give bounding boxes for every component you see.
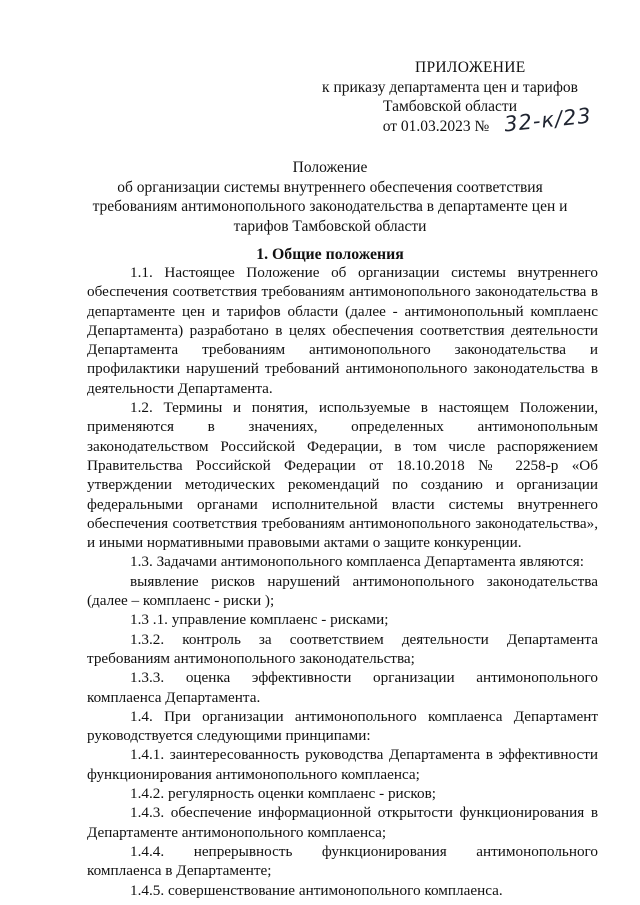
paragraph-1-2: 1.2. Термины и понятия, используемые в настоящем Положении, применяются в значениях, определенных антимонопольным законодательством Российской Федерации, в том числе распоряжением Правительства Российской Федерации от 18.10.2018 № 2258-р «Об утверждении методических рекомендаций по созданию и организации федеральными органами исполнительной власти системы внутреннего обеспечения соответствия требованиям антимонопольного законодательства», и иными нормативными правовыми актами о защите конкуренции.	[87, 399, 598, 552]
paragraph-1-4-2: 1.4.2. регулярность оценки комплаенс - рисков;	[130, 785, 436, 803]
title-line-4: тарифов Тамбовской области	[233, 217, 427, 235]
handwritten-order-number: 32-к/23	[502, 103, 593, 137]
title-line-3: требованиям антимонопольного законодательства в департаменте цен и	[92, 198, 568, 215]
paragraph-1-3: 1.3. Задачами антимонопольного комплаенса Департамента являются:	[130, 553, 584, 571]
paragraph-1-3-2: 1.3.2. контроль за соответствием деятельности Департамента требованиям антимонопольного законодательства;	[87, 630, 598, 667]
appendix-order-ref: к приказу департамента цен и тарифов	[322, 78, 578, 96]
appendix-title: ПРИЛОЖЕНИЕ	[415, 59, 526, 76]
paragraph-1-4-5: 1.4.5. совершенствование антимонопольного комплаенса.	[130, 881, 503, 899]
title-line-2: об организации системы внутреннего обеспечения соответствия	[117, 178, 543, 196]
paragraph-1-3-1: 1.3 .1. управление комплаенс - рисками;	[130, 611, 389, 629]
paragraph-1-4: 1.4. При организации антимонопольного комплаенса Департамент руководствуется следующими принципами:	[87, 707, 598, 745]
section-heading: 1. Общие положения	[256, 246, 404, 263]
title-line-1: Положение	[292, 159, 368, 176]
paragraph-1-4-3: 1.4.3. обеспечение информационной открытости функционирования в Департаменте антимонопольного комплаенса;	[87, 804, 598, 841]
paragraph-1-1: 1.1. Настоящее Положение об организации системы внутреннего обеспечения соответствия требованиям антимонопольного законодательства в департаменте цен и тарифов области (далее - антимонопольный комплаенс Департамента) разработано в целях обеспечения соответствия деятельности Департамента требованиям антимонопольного законодательства и профилактики нарушений требований антимонопольного законодательства в деятельности Департамента.	[87, 264, 598, 397]
paragraph-1-4-1: 1.4.1. заинтересованность руководства Департамента в эффективности функционирования антимонопольного комплаенса;	[87, 746, 598, 783]
paragraph-1-3-3: 1.3.3. оценка эффективности организации антимонопольного комплаенса Департамента.	[87, 669, 598, 706]
paragraph-risk-detection: выявление рисков нарушений антимонопольного законодательства (далее – комплаенс - риски );	[87, 572, 598, 610]
appendix-region: Тамбовской области	[383, 98, 517, 115]
section-body	[87, 263, 598, 900]
paragraph-1-4-4: 1.4.4. непрерывность функционирования антимонопольного комплаенса в Департаменте;	[87, 842, 598, 880]
appendix-date: от 01.03.2023 №	[382, 117, 490, 135]
document-title	[80, 158, 580, 236]
